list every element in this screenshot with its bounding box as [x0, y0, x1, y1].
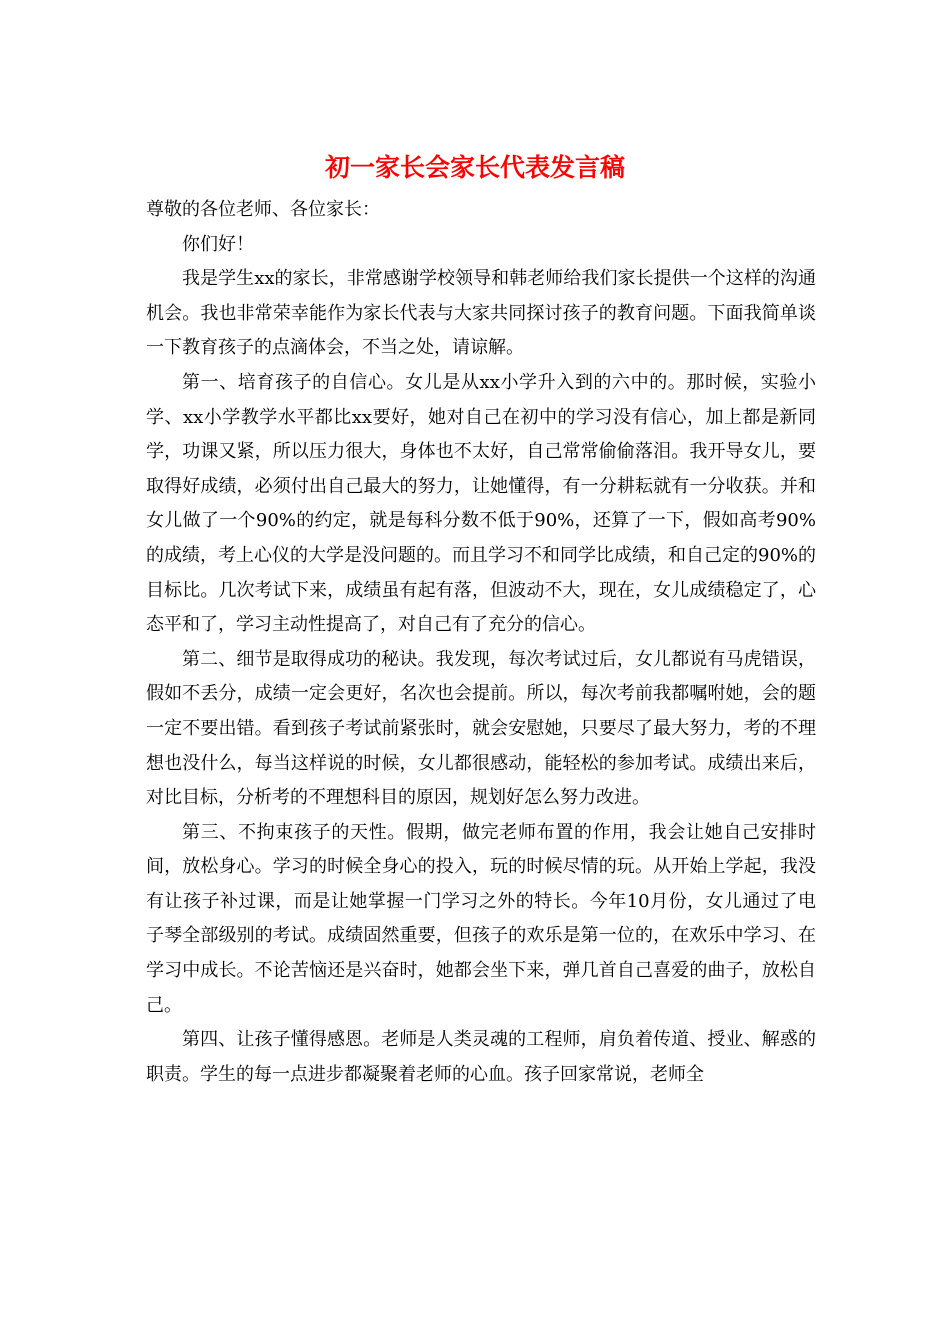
salutation: 尊敬的各位老师、各位家长：: [146, 199, 380, 220]
document-title: 初一家长会家长代表发言稿: [324, 153, 625, 182]
paragraph-point-1: 第一、培育孩子的自信心。女儿是从xx小学升入到的六中的。那时候，实验小学、xx小学教学水平都比xx要好，她对自己在初中的学习没有信心，加上都是新同学，功课又紧，所以压力很大，身体也不太好，自己常常偷偷落泪。我开导女儿，要取得好成绩，必须付出自己最大的努力，让她懂得，有一分耕耘就有一分收获。并和女儿做了一个90%的约定，就是每科分数不低于90%，还算了一下，假如高考90%的成绩，考上心仪的大学是没问题的。而且学习不和同学比成绩，和自己定的90%的目标比。几次考试下来，成绩虽有起有落，但波动不大，现在，女儿成绩稳定了，心态平和了，学习主动性提高了，对自己有了充分的信心。: [146, 371, 817, 636]
document-body: [146, 193, 816, 1092]
paragraph-point-4: 第四、让孩子懂得感恩。老师是人类灵魂的工程师，肩负着传道、授业、解惑的职责。学生的每一点进步都凝聚着老师的心血。孩子回家常说，老师全: [146, 1029, 816, 1085]
paragraph-point-3: 第三、不拘束孩子的天性。假期，做完老师布置的作用，我会让她自己安排时间，放松身心。学习的时候全身心的投入，玩的时候尽情的玩。从开始上学起，我没有让孩子补过课，而是让她掌握一门学习之外的特长。今年10月份，女儿通过了电子琴全部级别的考试。成绩固然重要，但孩子的欢乐是第一位的，在欢乐中学习、在学习中成长。不论苦恼还是兴奋时，她都会坐下来，弹几首自己喜爱的曲子，放松自己。: [146, 821, 816, 1016]
paragraph-intro: 我是学生xx的家长，非常感谢学校领导和韩老师给我们家长提供一个这样的沟通机会。我也非常荣幸能作为家长代表与大家共同探讨孩子的教育问题。下面我简单谈一下教育孩子的点滴体会，不当之处，请谅解。: [146, 268, 816, 359]
paragraph-point-2: 第二、细节是取得成功的秘诀。我发现，每次考试过后，女儿都说有马虎错误，假如不丢分，成绩一定会更好，名次也会提前。所以，每次考前我都嘱咐她，会的题一定不要出错。看到孩子考试前紧张时，就会安慰她，只要尽了最大努力，考的不理想也没什么，每当这样说的时候，女儿都很感动，能轻松的参加考试。成绩出来后，对比目标，分析考的不理想科目的原因，规划好怎么努力改进。: [146, 648, 816, 809]
paragraph-greeting: 你们好！: [182, 233, 254, 255]
